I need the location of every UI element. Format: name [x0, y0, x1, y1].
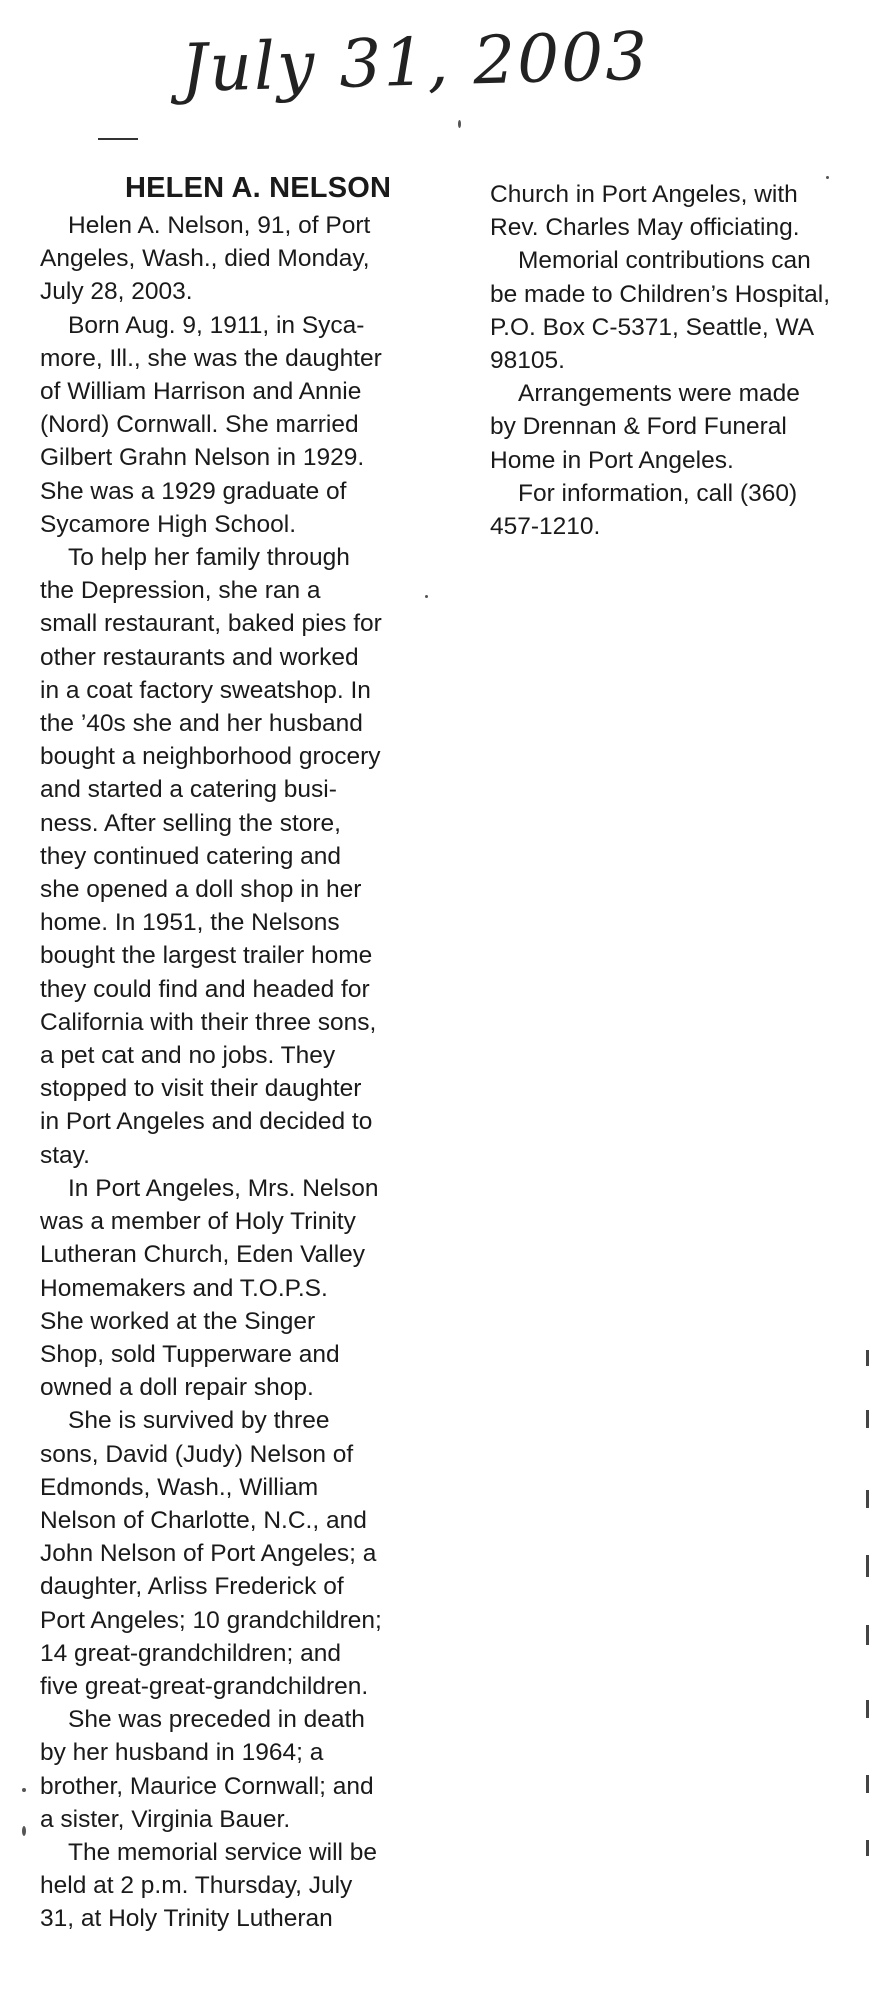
scan-speck — [826, 176, 829, 179]
edge-mark — [866, 1700, 869, 1718]
handwritten-date: July 31, 2003 — [180, 17, 651, 107]
text-line: She was preceded in death — [68, 1706, 365, 1734]
text-line: Angeles, Wash., died Monday, — [40, 245, 370, 273]
text-line: by her husband in 1964; a — [40, 1739, 324, 1767]
text-line: in Port Angeles and decided to — [40, 1108, 373, 1136]
text-line: small restaurant, baked pies for — [40, 610, 382, 638]
text-line: they could find and headed for — [40, 975, 370, 1003]
text-line: Lutheran Church, Eden Valley — [40, 1241, 366, 1269]
text-line: 457-1210. — [490, 513, 601, 541]
scan-speck — [458, 120, 461, 128]
text-line: a pet cat and no jobs. They — [40, 1042, 336, 1070]
text-line: Edmonds, Wash., William — [40, 1473, 319, 1501]
obituary-left-column — [40, 168, 460, 1936]
obituary-right-column — [490, 178, 860, 543]
text-line: (Nord) Cornwall. She married — [40, 411, 359, 439]
text-line: Gilbert Grahn Nelson in 1929. — [40, 444, 365, 472]
text-line: Arrangements were made — [518, 380, 800, 408]
text-line: John Nelson of Port Angeles; a — [40, 1540, 377, 1568]
edge-mark — [866, 1555, 869, 1577]
text-line: sons, David (Judy) Nelson of — [40, 1440, 354, 1468]
text-line: they continued catering and — [40, 842, 342, 870]
text-line: For information, call (360) — [518, 479, 798, 507]
text-line: Helen A. Nelson, 91, of Port — [68, 212, 371, 239]
text-line: Homemakers and T.O.P.S. — [40, 1274, 328, 1302]
text-line: She was a 1929 graduate of — [40, 477, 347, 505]
obituary-headline: HELEN A. NELSON — [125, 172, 392, 204]
text-line: more, Ill., she was the daughter — [40, 344, 382, 372]
text-line: brother, Maurice Cornwall; and — [40, 1772, 374, 1800]
text-line: 14 great-grandchildren; and — [40, 1639, 342, 1667]
text-line: bought the largest trailer home — [40, 942, 373, 970]
edge-mark — [866, 1410, 869, 1428]
text-line: Born Aug. 9, 1911, in Syca- — [68, 311, 365, 339]
text-line: a sister, Virginia Bauer. — [40, 1805, 291, 1833]
text-line: bought a neighborhood grocery — [40, 743, 381, 771]
text-line: Home in Port Angeles. — [490, 446, 734, 474]
text-line: Sycamore High School. — [40, 510, 297, 538]
text-line: 98105. — [490, 347, 565, 375]
text-line: Church in Port Angeles, with — [490, 181, 798, 208]
edge-mark — [866, 1490, 869, 1508]
text-line: The memorial service will be — [68, 1838, 378, 1866]
text-line: held at 2 p.m. Thursday, July — [40, 1872, 353, 1900]
right-column-text — [490, 178, 860, 543]
text-line: daughter, Arliss Frederick of — [40, 1573, 344, 1601]
edge-mark — [866, 1350, 869, 1366]
text-line: the Depression, she ran a — [40, 577, 321, 605]
text-line: To help her family through — [68, 544, 350, 572]
text-line: she opened a doll shop in her — [40, 876, 362, 904]
text-line: 31, at Holy Trinity Lutheran — [40, 1905, 333, 1933]
text-line: stay. — [40, 1141, 90, 1169]
text-line: Shop, sold Tupperware and — [40, 1340, 340, 1368]
text-line: Memorial contributions can — [518, 247, 811, 275]
text-line: be made to Children’s Hospital, — [490, 280, 831, 308]
text-line: Nelson of Charlotte, N.C., and — [40, 1506, 367, 1534]
text-line: home. In 1951, the Nelsons — [40, 909, 340, 937]
scan-speck — [22, 1788, 26, 1792]
scan-speck — [22, 1826, 26, 1836]
text-line: In Port Angeles, Mrs. Nelson — [68, 1174, 379, 1202]
text-line: She is survived by three — [68, 1407, 330, 1435]
text-line: July 28, 2003. — [40, 278, 193, 306]
text-line: stopped to visit their daughter — [40, 1075, 362, 1103]
edge-mark — [866, 1625, 869, 1645]
text-line: ness. After selling the store, — [40, 809, 341, 837]
text-line: was a member of Holy Trinity — [40, 1208, 356, 1236]
text-line: California with their three sons, — [40, 1008, 377, 1036]
text-line: other restaurants and worked — [40, 643, 359, 671]
text-line: five great-great-grandchildren. — [40, 1672, 369, 1700]
edge-mark — [866, 1775, 869, 1793]
edge-mark — [866, 1840, 869, 1856]
top-rule — [98, 138, 138, 140]
text-line: P.O. Box C-5371, Seattle, WA — [490, 313, 815, 341]
scan-speck — [425, 595, 428, 598]
text-line: of William Harrison and Annie — [40, 378, 362, 406]
text-line: Rev. Charles May officiating. — [490, 214, 800, 242]
text-line: and started a catering busi- — [40, 776, 337, 804]
text-line: by Drennan & Ford Funeral — [490, 413, 787, 441]
text-line: owned a doll repair shop. — [40, 1374, 314, 1402]
text-line: Port Angeles; 10 grandchildren; — [40, 1606, 382, 1634]
text-line: the ’40s she and her husband — [40, 710, 363, 738]
left-column-text — [40, 209, 460, 1936]
text-line: in a coat factory sweatshop. In — [40, 676, 371, 704]
text-line: She worked at the Singer — [40, 1307, 316, 1335]
